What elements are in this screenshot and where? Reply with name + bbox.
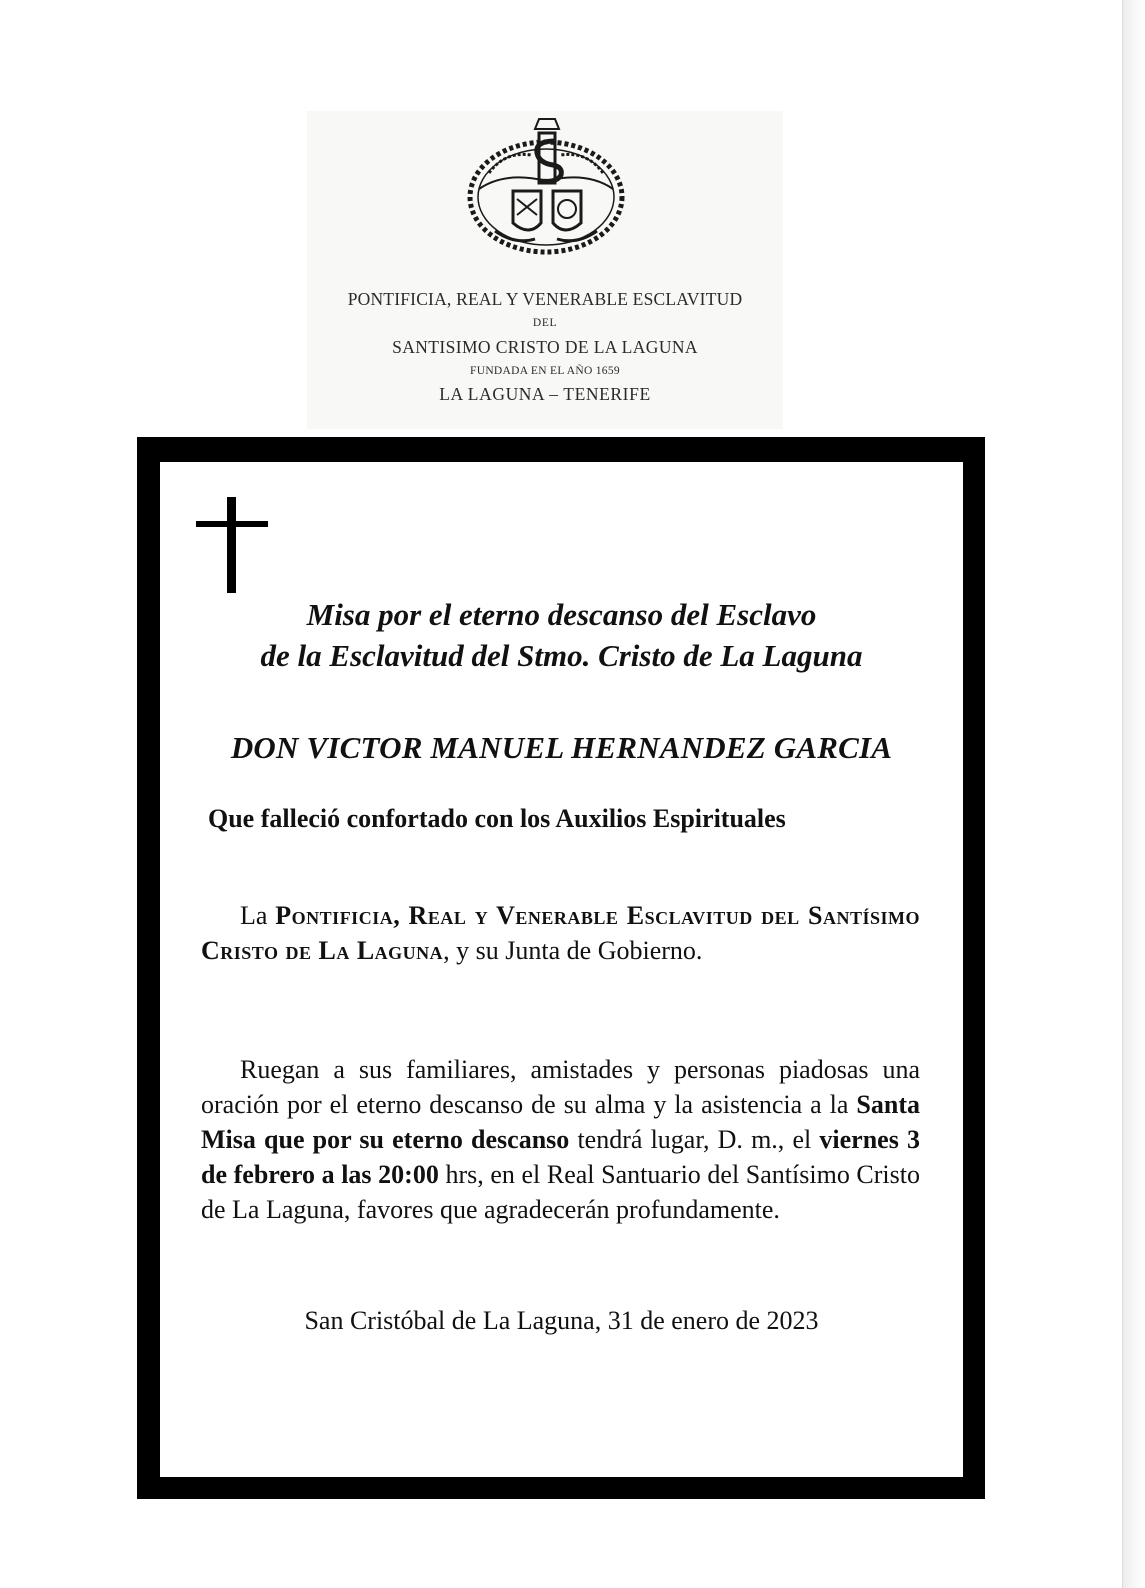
place-and-date: San Cristóbal de La Laguna, 31 de enero de 2023 bbox=[304, 1306, 819, 1335]
letterhead-line-2: DEL bbox=[532, 317, 558, 329]
letterhead-line-4: FUNDADA EN EL AÑO 1659 bbox=[470, 365, 620, 377]
paragraph-organization-lead: La bbox=[240, 901, 276, 930]
paragraph-request-part-2: tendrá lugar, D. m., el bbox=[569, 1125, 820, 1154]
letterhead-line-5: LA LAGUNA – TENERIFE bbox=[439, 384, 651, 404]
paragraph-organization bbox=[201, 898, 920, 968]
paragraph-request-part-3: hrs, en el Real Santuario del Santísimo Cristo de La Laguna, favores que agradecerán profundamente. bbox=[201, 1160, 920, 1224]
cross-icon bbox=[196, 497, 268, 593]
letterhead-line-3: SANTISIMO CRISTO DE LA LAGUNA bbox=[392, 337, 698, 357]
paragraph-request-part-1: Ruegan a sus familiares, amistades y personas piadosas una oración por el eterno descanso de su alma y la asistencia a la bbox=[201, 1055, 920, 1119]
paragraph-organization-tail: , y su Junta de Gobierno. bbox=[443, 936, 703, 965]
organization-name: Pontificia, Real y Venerable Esclavitud del Santísimo Cristo de La Laguna bbox=[201, 901, 921, 965]
letterhead-line-1: PONTIFICIA, REAL Y VENERABLE ESCLAVITUD bbox=[347, 289, 743, 309]
confraternity-emblem-icon bbox=[465, 111, 627, 257]
notice-title-line-1: Misa por el eterno descanso del Esclavo bbox=[306, 597, 817, 632]
deceased-name: DON VICTOR MANUEL HERNANDEZ GARCIA bbox=[230, 730, 893, 765]
letterhead bbox=[307, 111, 783, 429]
notice-title-line-2: de la Esclavitud del Stmo. Cristo de La Laguna bbox=[260, 638, 863, 673]
paragraph-request bbox=[201, 1052, 920, 1227]
mass-date: viernes 3 de febrero a las 20:00 bbox=[201, 1125, 920, 1189]
mass-highlight: Santa Misa que por su eterno descanso bbox=[201, 1090, 920, 1154]
notice-subtitle: Que falleció confortado con los Auxilios Espirituales bbox=[208, 804, 786, 833]
page-edge bbox=[1122, 0, 1145, 1588]
